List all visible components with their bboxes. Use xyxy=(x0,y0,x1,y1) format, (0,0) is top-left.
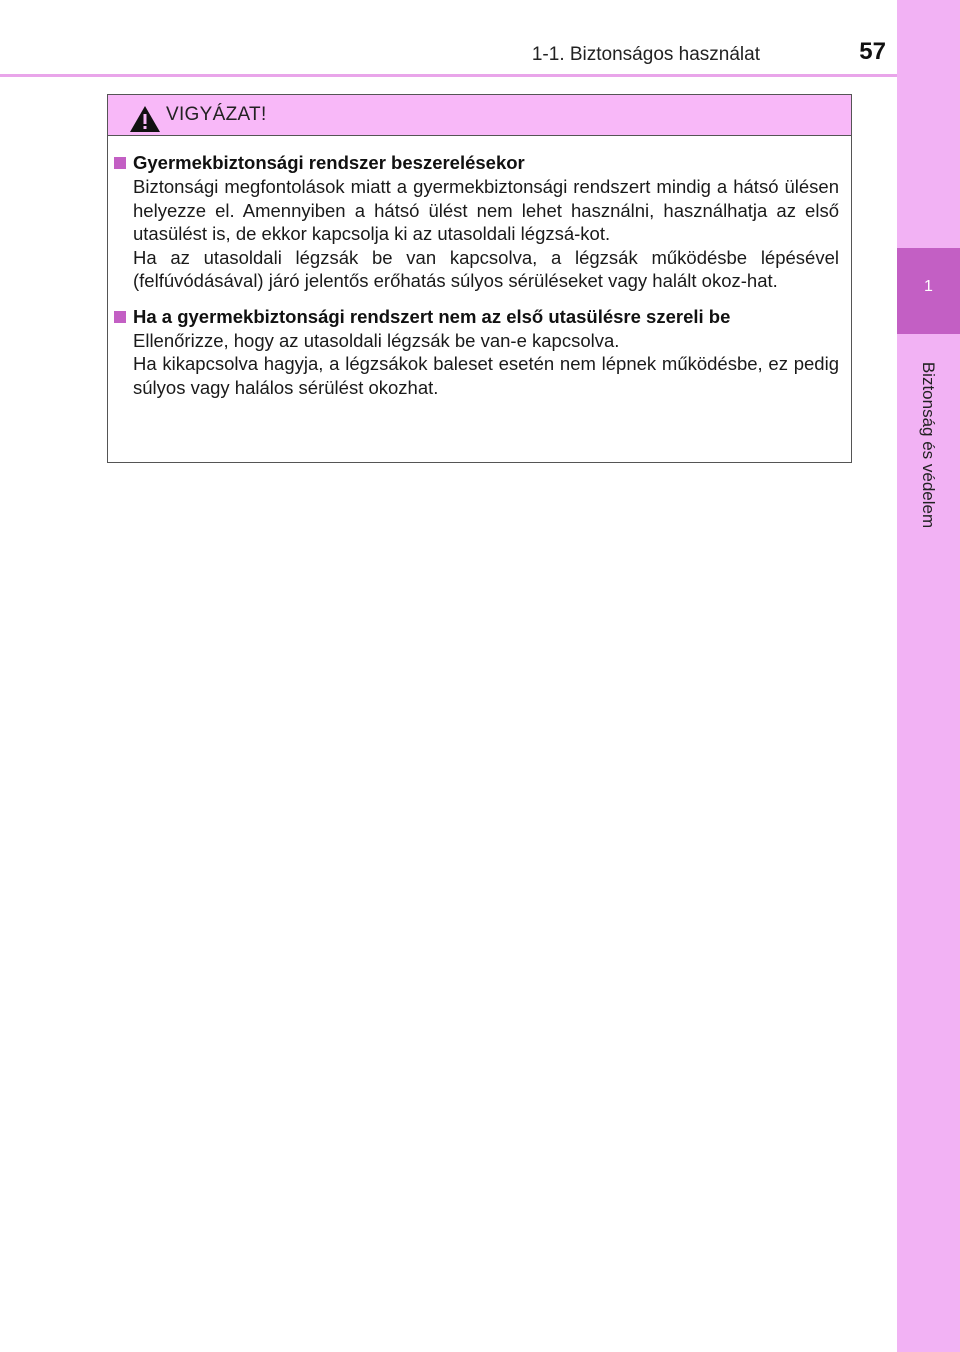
warning-body xyxy=(108,151,851,411)
running-header-title: 1-1. Biztonságos használat xyxy=(531,44,760,65)
warning-item-title: Ha a gyermekbiztonsági rendszert nem az első utasülésre szereli be xyxy=(133,305,731,327)
side-tab-strip xyxy=(897,0,960,1352)
page-number: 57 xyxy=(859,38,886,65)
warning-item xyxy=(108,305,851,400)
warning-item-title: Gyermekbiztonsági rendszer beszerelésekor xyxy=(133,152,525,173)
chapter-label: Biztonság és védelem xyxy=(919,361,938,529)
warning-paragraph: Biztonsági megfontolások miatt a gyermekbiztonsági rendszert mindig a hátsó ülésen helyezze el. Amennyiben a hátsó ülést nem lehet használni, használhatja az első utasülést is, de ekkor kapcsolja ki az utasoldali légzsá-kot. xyxy=(133,176,839,244)
square-bullet-icon xyxy=(114,157,126,169)
warning-paragraph: Ha az utasoldali légzsák be van kapcsolva, a légzsák működésbe lépésével (felfúvódásával) járó jelentős erőhatás súlyos sérüléseket vagy halált okoz-hat. xyxy=(133,246,839,291)
warning-item xyxy=(108,151,851,293)
chapter-number: 1 xyxy=(924,278,933,295)
warning-paragraph: Ha kikapcsolva hagyja, a légzsákok baleset esetén nem lépnek működésbe, ez pedig súlyos vagy halálos sérülést okozhat. xyxy=(133,353,839,398)
warning-paragraph: Ellenőrizze, hogy az utasoldali légzsák be van-e kapcsolva. xyxy=(133,329,620,351)
chapter-tab[interactable] xyxy=(897,248,960,334)
warning-triangle-icon xyxy=(128,104,162,134)
square-bullet-icon xyxy=(114,311,126,323)
warning-title: VIGYÁZAT! xyxy=(166,104,267,125)
header-divider xyxy=(0,74,897,77)
warning-box xyxy=(107,94,852,463)
warning-header xyxy=(108,95,851,136)
